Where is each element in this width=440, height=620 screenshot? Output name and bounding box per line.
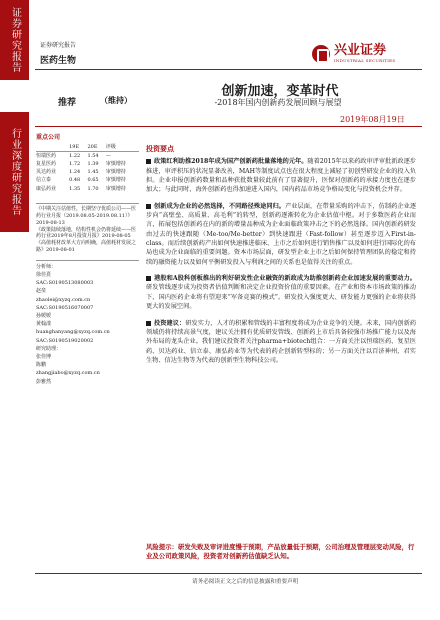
related-report-item[interactable]: 《中期关注估值性，长期坚守优质公司——医药行业月报（2019.08.05-2019.08.11）》2019-08-13 xyxy=(36,206,137,226)
paragraph-text: 随着2015年以来药政审评审批新政逐步推进，审评积压的状况显著改善，MAH等制度试点也在很大程度上减轻了初创型研发企业的投入负担。企业申报创新药数量和品种获批数量较此前有了显著提升，医保对创新药的承接力度也在逐步加大；与此同时，海外创新药也得加速进入国内，国内药品市场竞争格局变化与投资机会并存。 xyxy=(146,158,416,194)
page-title: 创新加速，变革时代 xyxy=(221,84,339,99)
sector-label: 医药生物 xyxy=(40,56,77,66)
paragraph-lead: 港股和A股科创板推出的利好研发性企业融资的新政成为助推创新药企业加速发展的重要动力。 xyxy=(154,275,416,283)
page-subtitle: -2018年国内创新药发展回顾与展望 xyxy=(214,98,342,107)
bullet-icon xyxy=(146,321,151,326)
report-type-label: 证券研究报告 xyxy=(40,42,77,49)
table-cell: 审慎增持 xyxy=(105,185,126,192)
brand-name: 兴业证券 xyxy=(334,43,387,58)
analyst-line: 陈鹏 xyxy=(36,362,47,369)
table-row xyxy=(36,152,139,161)
bullet-icon xyxy=(146,276,151,281)
rating-value: （维持） xyxy=(100,95,132,105)
table-row xyxy=(36,185,139,193)
analyst-line: SAC:S0190516070007 xyxy=(36,304,94,311)
paragraph xyxy=(146,157,416,194)
table-header xyxy=(36,143,69,152)
table-row xyxy=(36,160,139,168)
analyst-email[interactable]: zhangjiabo@xyzq.com.cn xyxy=(36,370,100,377)
table-cell: 复星医药 xyxy=(36,160,57,167)
analyst-line: SAC:S0190513080003 xyxy=(36,280,94,287)
title-divider xyxy=(35,126,422,127)
paragraph-text: 研发实力、人才的积累和管线的丰富程度将成为企业竞争的关键。未来，国内创新药领域仍将持续高景气度，建议关注拥有优质研发管线、创新药上市后具备较强市场推广能力以及海外布局的龙头企业。我们建议投资者关注pharma+biotech组合：一方面关注以恒瑞医药、复星医药、贝达药业、信立泰、康弘药业等为代表的药企创新转型标的；另一方面关注以百济神州、君实生物、信达生物等为代表的创新型生物科技公司。 xyxy=(146,319,417,364)
table-header: 19E xyxy=(69,143,87,152)
sidebar-tag-top: 证券研究报告 xyxy=(0,0,29,80)
analyst-email[interactable]: huanghanyang@xyzq.com.cn xyxy=(36,329,110,336)
analyst-block xyxy=(36,260,139,386)
table-header: 评级 xyxy=(106,143,139,152)
table-header: 20E xyxy=(87,143,105,152)
table-row xyxy=(36,177,139,185)
analyst-line: 研究助理： xyxy=(36,345,62,352)
analyst-line: 赵垒 xyxy=(36,288,47,295)
table-cell: — xyxy=(105,152,111,159)
bullet-icon xyxy=(146,204,151,209)
footer-disclaimer: 请务必阅读正文之后的信息披露和重要声明 xyxy=(192,579,299,585)
table-cell: 康弘药业 xyxy=(36,185,57,192)
analyst-line: 分析师： xyxy=(36,263,57,270)
risk-warning: 风险提示：研发失败及审评进度慢于预期，产品放量低于预期，公司治理及管理层变动风险，行业及公司政策风险，投资者对创新药估值缺乏认知。 xyxy=(146,543,415,561)
table-cell: 1.70 xyxy=(87,185,99,192)
table-cell: 1.45 xyxy=(87,169,99,176)
related-reports xyxy=(36,203,139,254)
table-cell: 信立泰 xyxy=(36,177,52,184)
table-cell: 0.48 xyxy=(69,177,81,184)
footer-divider xyxy=(35,573,422,574)
table-cell: 审慎增持 xyxy=(105,169,126,176)
paragraph-text: 研发管线逐步成为投资者估值判断和决定企业投资价值的重要因素。在产业和资本市场政策的推动下，国内医药企业将有望迎来“军备竞赛的模式”。研发投入强度更大、研发能力更强的企业将获得更大的发展空间。 xyxy=(146,284,416,311)
sidebar-tag-report-type: 行业深度研究报告 xyxy=(0,112,29,232)
paragraph-lead: 创新成为企业的必然选择，不同路径殊途同归。 xyxy=(154,202,286,210)
paragraph-lead: 政策红利助推2018年成为国产创新药批量落地的元年。 xyxy=(154,158,308,166)
table-cell: 1.39 xyxy=(87,160,99,167)
brand-logo-icon xyxy=(312,45,330,63)
companies-table xyxy=(36,143,139,193)
related-report-item[interactable]: 《政策陆续落地，结构性机会仍将延续——医药行业2019年8月投资月报》2019-08-05 xyxy=(36,226,137,240)
table-cell: 1.24 xyxy=(69,169,81,176)
table-cell: 1.22 xyxy=(69,152,81,159)
rating-label: 推荐 xyxy=(58,98,77,108)
bullet-icon xyxy=(146,159,151,164)
table-cell: 审慎增持 xyxy=(105,160,126,167)
table-cell: 1.72 xyxy=(69,160,81,167)
brand-logo xyxy=(312,44,395,63)
paragraph-text: 产业层面，在带量采购的冲击下，仿制药企业逐步向“高壁垒、高质量、高毛利”的转型，创新药逐渐转化为企业估值中枢。对于多数医药企业而言，拓展包括创新药在内的新的增量品种成为企业面临政策冲击之下的必然选择。国内创新药研发由过去的快速跟随（Me-too/Me-better）到快速跟进（Fast-follow）甚至逐步迈入First-in-class。而后续创新药产出如何快速推进临床、上市之后如何进行销售推广以及如何进行国际化的布局也成为企业面临的重要问题。资本市场层面，研发型企业上市之后如何保持管理团队的稳定和持续的融资能力以及如何平衡研发投入与利润之间的关系也是值得关注的重点。 xyxy=(146,202,417,266)
left-column xyxy=(36,134,139,386)
main-content xyxy=(146,144,416,372)
analyst-email[interactable]: zhaolei@xyzq.com.cn xyxy=(36,296,91,303)
paragraph-lead: 投资建议： xyxy=(154,319,186,327)
analyst-line: 孙媛媛 xyxy=(36,312,52,319)
table-cell: 1.54 xyxy=(87,152,99,159)
analyst-line: 张佳博 xyxy=(36,353,52,360)
analyst-line: SAC:S0190519020002 xyxy=(36,337,94,344)
analyst-line: 徐佳熹 xyxy=(36,271,52,278)
invest-highlights-title: 投资要点 xyxy=(146,144,174,153)
paragraph xyxy=(146,319,416,366)
brand-subtitle: INDUSTRIAL SECURITIES xyxy=(334,58,396,63)
paragraph xyxy=(146,202,416,267)
header-divider xyxy=(35,69,422,70)
analyst-line: 彭雅然 xyxy=(36,378,52,385)
table-cell: 审慎增持 xyxy=(105,177,126,184)
analyst-line: 黄翰漾 xyxy=(36,321,52,328)
table-cell: 恒瑞医药 xyxy=(36,152,57,159)
table-cell: 0.65 xyxy=(87,177,99,184)
companies-title: 重点公司 xyxy=(36,134,61,141)
related-report-item[interactable]: 《高值耗材改革大方向明确，高值耗材发展之路》2019-08-01 xyxy=(36,240,137,253)
sidebar xyxy=(0,0,29,620)
report-date: 2019年08月19日 xyxy=(340,115,405,124)
paragraph xyxy=(146,274,416,311)
table-cell: 贝达药业 xyxy=(36,169,57,176)
table-row xyxy=(36,169,139,177)
table-header-row xyxy=(36,143,139,152)
table-cell: 1.35 xyxy=(69,185,81,192)
